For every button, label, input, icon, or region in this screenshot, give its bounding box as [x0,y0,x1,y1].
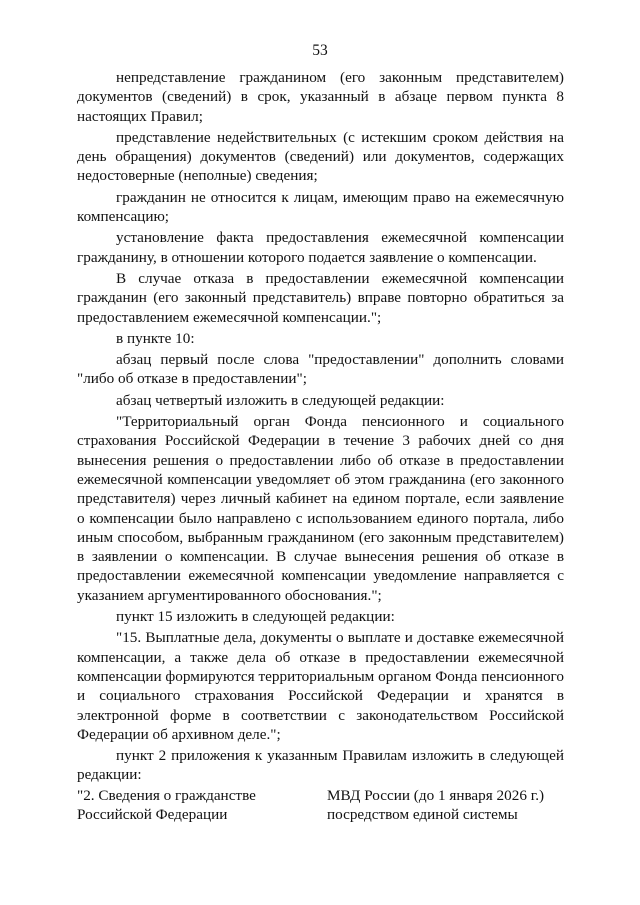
paragraph: пункт 15 изложить в следующей редакции: [116,608,395,626]
paragraph: абзац четвертый изложить в следующей редакции: [116,391,445,409]
paragraph: абзац первый после слова "предоставлении" дополнить словами "либо об отказе в предоставлении"; [77,351,564,388]
paragraph: "15. Выплатные дела, документы о выплате и доставке ежемесячной компенсации, а также дела об отказе в предоставлении ежемесячной компенсации формируются территориальным органом Фонда пенсионного и социального страхования Российской Федерации и хранятся в электронной форме в соответствии с законодательством Российской Федерации об архивном деле."; [77,629,564,743]
table-cell-line: Российской Федерации [77,806,228,824]
table-cell-line: "2. Сведения о гражданстве [77,787,256,804]
paragraph: непредставление гражданином (его законным представителем) документов (сведений) в срок, указанный в абзаце первом пункта 8 настоящих Правил; [77,69,564,125]
paragraph: "Территориальный орган Фонда пенсионного и социального страхования Российской Федерации в течение 3 рабочих дней со дня вынесения решения о предоставлении либо об отказе в предоставлении ежемесячной компенсации уведомляет об этом гражданина (его законного представителя) через личный кабинет на едином портале, если заявление о компенсации было направлено с использованием единого портала, либо иным способом, выбранным гражданином (его законным представителем) в заявлении о компенсации. В случае вынесения решения об отказе в предоставлении ежемесячной компенсации уведомление направляется с указанием аргументированного обоснования."; [77,413,564,604]
paragraph: представление недействительных (с истекшим сроком действия на день обращения) документов (сведений) или документов, содержащих недостоверные (неполные) сведения; [77,128,564,185]
paragraph: в пункте 10: [116,329,195,347]
paragraph: установление факта предоставления ежемесячной компенсации гражданину, в отношении которого подается заявление о компенсации. [77,229,564,266]
paragraph: гражданин не относится к лицам, имеющим право на ежемесячную компенсацию; [77,188,564,226]
document-body [77,68,564,785]
page-number: 53 [312,42,328,59]
table-cell-left [77,786,327,825]
table-cell-right [327,786,564,825]
paragraph: пункт 2 приложения к указанным Правилам изложить в следующей редакции: [77,747,564,784]
paragraph: В случае отказа в предоставлении ежемесячной компенсации гражданин (его законный представитель) вправе повторно обратиться за предоставлением ежемесячной компенсации."; [77,269,564,326]
appendix-table-row [77,786,564,825]
table-cell-line: МВД России (до 1 января 2026 г.) [327,787,545,804]
table-cell-line: посредством единой системы [327,806,518,824]
